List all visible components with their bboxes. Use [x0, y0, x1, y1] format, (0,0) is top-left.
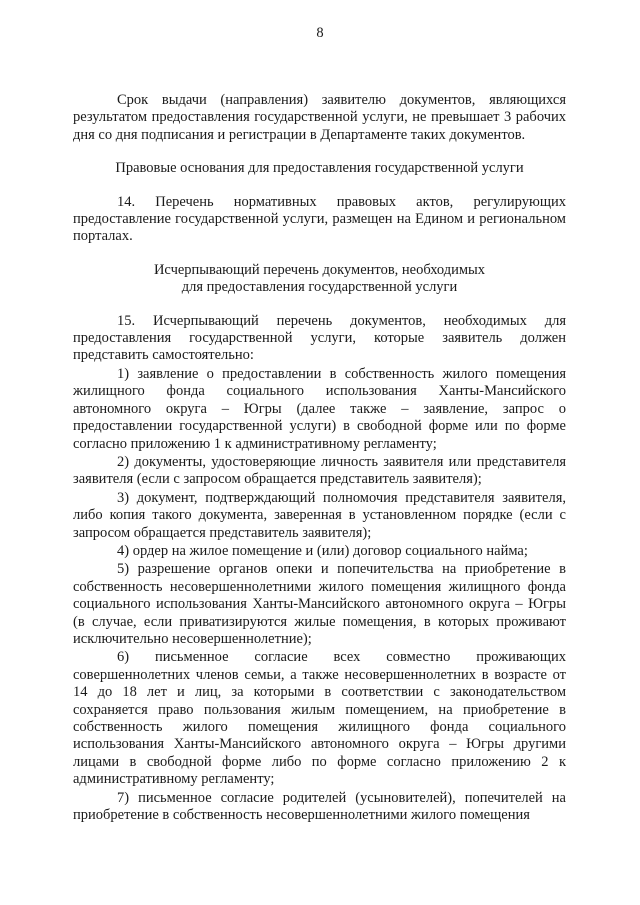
list-item-3: 3) документ, подтверждающий полномочия представителя заявителя, либо копия такого документа, заверенная в установленном порядке (если с запросом обращается представитель заявителя);: [73, 489, 566, 541]
list-item-7: 7) письменное согласие родителей (усыновителей), попечителей на приобретение в собственность несовершеннолетними жилого помещения: [73, 789, 566, 824]
documents-heading: [73, 262, 566, 297]
item-14-paragraph: 14. Перечень нормативных правовых актов, регулирующих предоставление государственной услуги, размещен на Едином и региональном порталах.: [73, 193, 566, 245]
legal-basis-heading: Правовые основания для предоставления государственной услуги: [115, 160, 524, 177]
issue-term-paragraph: Срок выдачи (направления) заявителю документов, являющихся результатом предоставления государственной услуги, не превышает 3 рабочих дня со дня подписания и регистрации в Департаменте таких документов.: [73, 92, 566, 143]
documents-heading-line1: Исчерпывающий перечень документов, необходимых: [153, 261, 486, 278]
list-item-6: 6) письменное согласие всех совместно проживающих совершеннолетних членов семьи, а также несовершеннолетних в возрасте от 14 до 18 лет и лиц, за которыми в соответствии с законодательством сохраняется право пользования жилым помещением, на приобретение в собственность жилого помещения жилищного фонда социального использования Ханты-Мансийского автономного округа – Югры другими лицами в свободной форме либо по форме согласно приложению 2 к административному регламенту;: [73, 649, 566, 788]
item-15-intro: 15. Исчерпывающий перечень документов, необходимых для предоставления государственной услуги, которые заявитель должен представить самостоятельно:: [73, 312, 566, 364]
list-item-4: 4) ордер на жилое помещение и (или) договор социального найма;: [117, 542, 528, 559]
list-item-2: 2) документы, удостоверяющие личность заявителя или представителя заявителя (если с запросом обращается представитель заявителя);: [73, 453, 566, 488]
list-item-1: 1) заявление о предоставлении в собственность жилого помещения жилищного фонда социального использования Ханты-Мансийского автономного округа – Югры (далее также – заявление, запрос о предоставлении государственной услуги) в свободной форме или по форме согласно приложению 1 к административному регламенту;: [73, 365, 566, 452]
page-number: 8: [316, 25, 324, 41]
list-item-5: 5) разрешение органов опеки и попечительства на приобретение в собственность несовершеннолетними жилого помещения жилищного фонда социального использования Ханты-Мансийского автономного округа – Югры (в случае, если приватизируются жилые помещения, в которых проживают исключительно несовершеннолетние);: [73, 561, 566, 647]
documents-heading-line2: для предоставления государственной услуги: [181, 279, 458, 296]
document-body: [73, 92, 566, 824]
